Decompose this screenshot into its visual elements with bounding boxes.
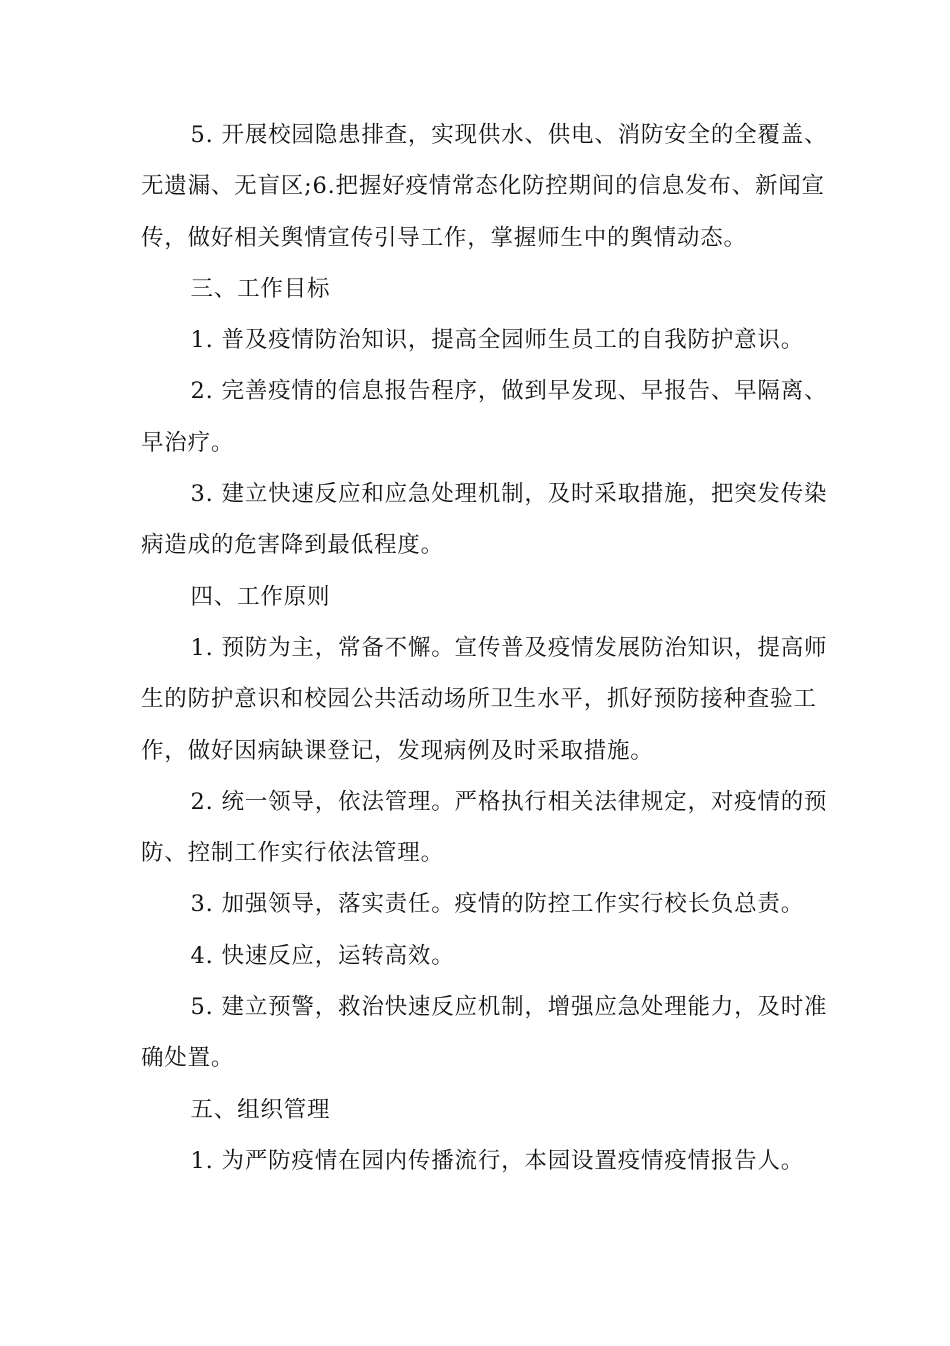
- paragraph-principle-4: 4. 快速反应，运转高效。: [190, 942, 455, 969]
- paragraph-goal-1: 1. 普及疫情防治知识，提高全园师生员工的自我防护意识。: [190, 327, 805, 354]
- section-heading-work-principles: 四、工作原则: [190, 583, 331, 610]
- document-body: [141, 110, 841, 1187]
- section-heading-organization-management: 五、组织管理: [190, 1096, 331, 1123]
- paragraph-organization-1: 1. 为严防疫情在园内传播流行，本园设置疫情疫情报告人。: [190, 1147, 805, 1174]
- paragraph-safety-inspection-and-publicity: 5. 开展校园隐患排查，实现供水、供电、消防安全的全覆盖、无遗漏、无盲区;6.把握好疫情常态化防控期间的信息发布、新闻宣传，做好相关舆情宣传引导工作，掌握师生中的舆情动态。: [141, 122, 828, 251]
- section-heading-work-goals: 三、工作目标: [190, 275, 331, 302]
- paragraph-principle-5: 5. 建立预警，救治快速反应机制，增强应急处理能力，及时准确处置。: [141, 994, 828, 1072]
- paragraph-goal-3: 3. 建立快速反应和应急处理机制，及时采取措施，把突发传染病造成的危害降到最低程度。: [141, 481, 828, 559]
- paragraph-goal-2: 2. 完善疫情的信息报告程序，做到早发现、早报告、早隔离、早治疗。: [141, 378, 828, 456]
- paragraph-principle-2: 2. 统一领导，依法管理。严格执行相关法律规定，对疫情的预防、控制工作实行依法管理。: [141, 788, 828, 867]
- paragraph-principle-3: 3. 加强领导，落实责任。疫情的防控工作实行校长负总责。: [190, 891, 805, 918]
- paragraph-principle-1: 1. 预防为主，常备不懈。宣传普及疫情发展防治知识，提高师生的防护意识和校园公共活动场所卫生水平，抓好预防接种查验工作，做好因病缺课登记，发现病例及时采取措施。: [141, 634, 828, 764]
